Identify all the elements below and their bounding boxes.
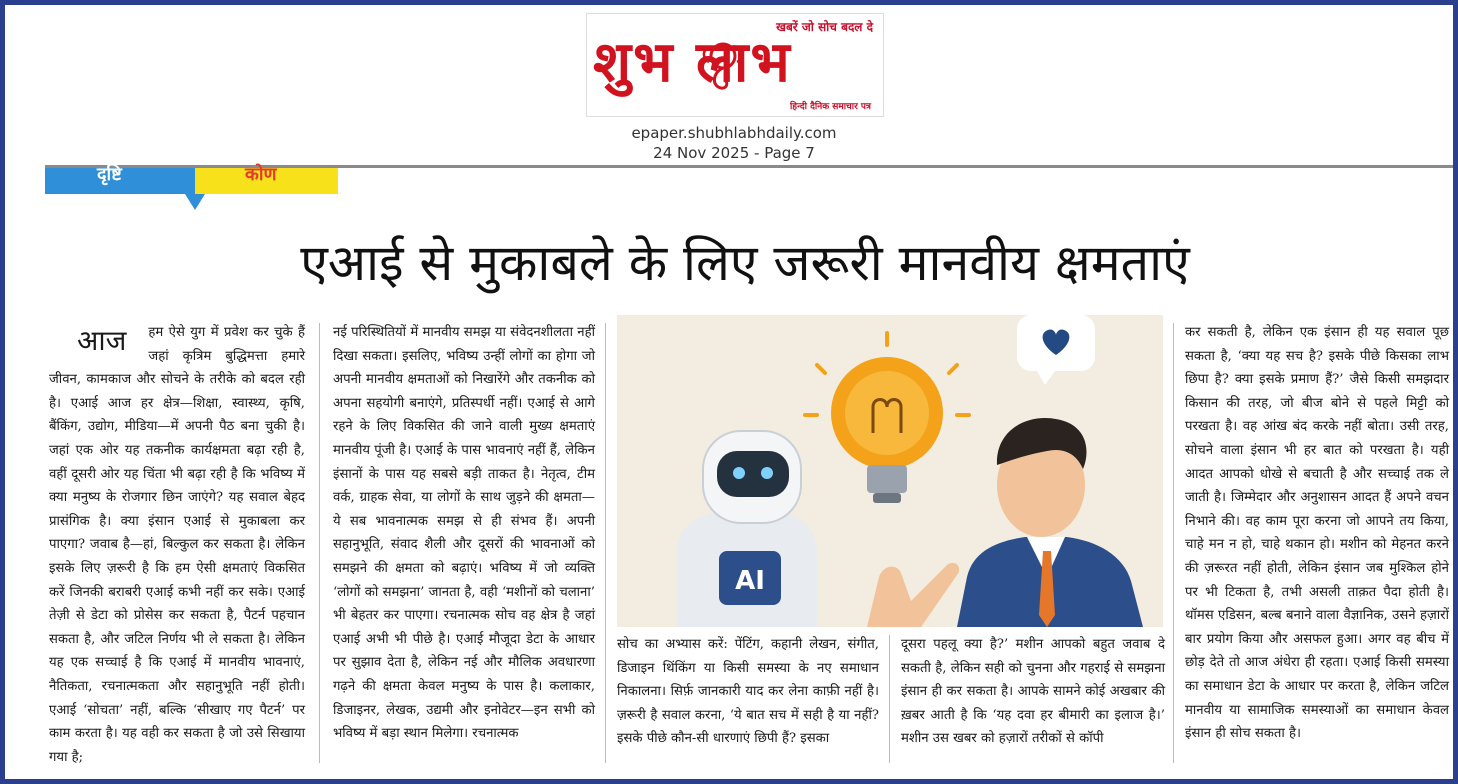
article-column-1	[49, 321, 305, 769]
article-column-2: नई परिस्थितियों में मानवीय समझ या संवेदनशीलता नहीं दिखा सकता। इसलिए, भविष्य उन्हीं लोगों का होगा जो अपनी मानवीय क्षमताओं को निखारेंगे और तकनीक को अपना सहयोगी बनाएंगे, प्रतिस्पर्धी नहीं। एआई से आगे रहने के लिए विकसित की जाने वाली मुख्य क्षमताएं मानवीय पूंजी है। एआई के पास भावनाएं नहीं हैं, लेकिन इंसानों के पास यह सबसे बड़ी ताकत है। नेतृत्व, टीम वर्क, ग्राहक सेवा, या लोगों के साथ जुड़ने की क्षमता—ये सब भावनात्मक समझ से ही संभव हैं। अपनी सहानुभूति, संवाद शैली और दूसरों की भावनाओं को समझने की क्षमता को बढ़ाएं। भविष्य में जो व्यक्ति ‘लोगों को समझना’ जानता है, वही ‘मशीनों को चलाना’ भी बेहतर कर पाएगा। रचनात्मक सोच वह क्षेत्र है जहां एआई अभी भी पीछे है। एआई मौजूदा डेटा के आधार पर सुझाव देता है, लेकिन नई और मौलिक अवधारणा गढ़ने की क्षमता केवल मनुष्य के पास है। कलाकार, डिजाइनर, लेखक, उद्यमी और इनोवेटर—इन सभी को भविष्य में बड़ा स्थान मिलेगा। रचनात्मक	[333, 325, 595, 742]
section-tab-left-label: दृष्टि	[97, 164, 122, 185]
edition-url[interactable]: epaper.shubhlabhdaily.com	[631, 124, 837, 142]
edition-date-page: 24 Nov 2025 - Page 7	[653, 144, 815, 162]
masthead-tagline: खबरें जो सोच बदल दे	[776, 20, 873, 34]
section-tab-right	[195, 164, 338, 194]
edition-info	[586, 123, 882, 163]
robot-ai-label: AI	[735, 566, 765, 596]
ai-human-illustration	[617, 315, 1163, 627]
article-column-1-text: हम ऐसे युग में प्रवेश कर चुके हैं जहां कृत्रिम बुद्धिमत्ता हमारे जीवन, कामकाज और सोचने के तरीके को बदल रही है। एआई आज हर क्षेत्र—शिक्षा, स्वास्थ्य, कृषि, बैंकिंग, उद्योग, मीडिया—में अपनी पैठ बना चुकी है। जहां एक ओर यह तकनीक कार्यक्षमता बढ़ा रही है, वहीं दूसरी ओर यह चिंता भी बढ़ा रही है कि भविष्य में क्या मनुष्य के रोजगार छिन जाएंगे? यह सवाल बेहद प्रासंगिक है। क्या इंसान एआई से मुकाबला कर पाएगा? जवाब है—हां, बिल्कुल कर सकता है। लेकिन इसके लिए ज़रूरी है कि हम ऐसी क्षमताएं विकसित करें जिनकी बराबरी एआई कभी नहीं कर सके। एआई तेज़ी से डेटा को प्रोसेस कर सकता है, पैटर्न पहचान सकता है, और जटिल निर्णय भी ले सकता है। लेकिन यह एक सच्चाई है कि एआई में मानवीय भावनाएं, नैतिकता, रचनात्मकता और सहानुभूति नहीं होती। एआई ‘सोचता’ नहीं, बल्कि ‘सीखाए गए पैटर्न’ पर काम करता है। यह वही कर सकता है जो उसे सिखाया गया है;	[49, 325, 305, 765]
section-tab-right-label: कोण	[245, 164, 277, 185]
article-headline: एआई से मुकाबले के लिए जरूरी मानवीय क्षमताएं	[300, 234, 1190, 292]
column-divider	[605, 323, 606, 763]
article-column-4: दूसरा पहलू क्या है?’ मशीन आपको बहुत जवाब दे सकती है, लेकिन सही को चुनना और गहराई से समझना इंसान ही कर सकता है। आपके सामने कोई अखबार की ख़बर आती है कि ‘यह दवा हर बीमारी का इलाज है।’ मशीन उस खबर को हज़ारों तरीकों से कॉपी	[901, 637, 1165, 747]
section-tab-left	[45, 164, 195, 194]
dropcap: आज	[77, 324, 127, 357]
column-divider	[889, 635, 890, 763]
article-column-5: कर सकती है, लेकिन एक इंसान ही यह सवाल पूछ सकता है, ‘क्या यह सच है? इसके पीछे किसका लाभ छिपा है? क्या इसके प्रमाण हैं?’ जैसे किसी समझदार किसान की तरह, जो बीज बोने से पहले मिट्टी को परखता है। वह आंख बंद करके नहीं बोता। उसी तरह, सोचने वाला इंसान भी हर बात को परखता है। यही आदत आपको धोखे से बचाती है और सच्चाई तक ले जाती है। जिम्मेदार और अनुशासन आदत हैं अपने वचन निभाने की। वह काम पूरा करना जो आपने तय किया, चाहे मन न हो, चाहे थकान हो। मशीन को मेहनत करने की ज़रूरत नहीं होती, लेकिन इंसान जब मुश्किल होने पर भी टिकता है, तभी असली ताक़त पैदा होती है। थॉमस एडिसन, बल्ब बनाने वाला वैज्ञानिक, उसने हज़ारों बार प्रयोग किया और असफल हुआ। अगर वह बीच में छोड़ देते तो आज अंधेरा ही रहता। एआई किसी समस्या का समाधान डेटा के आधार पर करता है, लेकिन जटिल मानवीय या सामाजिक समस्याओं का समाधान केवल इंसान ही सोच सकता है।	[1185, 325, 1449, 742]
column-divider	[1173, 323, 1174, 763]
section-tab-notch	[185, 194, 205, 210]
ganesha-logo-icon	[697, 36, 749, 92]
masthead-name: शुभ लाभ	[593, 30, 792, 95]
column-divider	[319, 323, 320, 763]
masthead	[586, 13, 884, 117]
article-column-3: सोच का अभ्यास करें: पेंटिंग, कहानी लेखन, संगीत, डिजाइन थिंकिंग या किसी समस्या के नए समाधान निकालना। सिर्फ़ जानकारी याद कर लेना काफ़ी नहीं है। ज़रूरी है सवाल करना, ‘ये बात सच में सही है या नहीं? इसके पीछे कौन-सी धारणाएं छिपी हैं? इसका	[617, 637, 879, 747]
masthead-subtitle: हिन्दी दैनिक समाचार पत्र	[789, 102, 871, 112]
